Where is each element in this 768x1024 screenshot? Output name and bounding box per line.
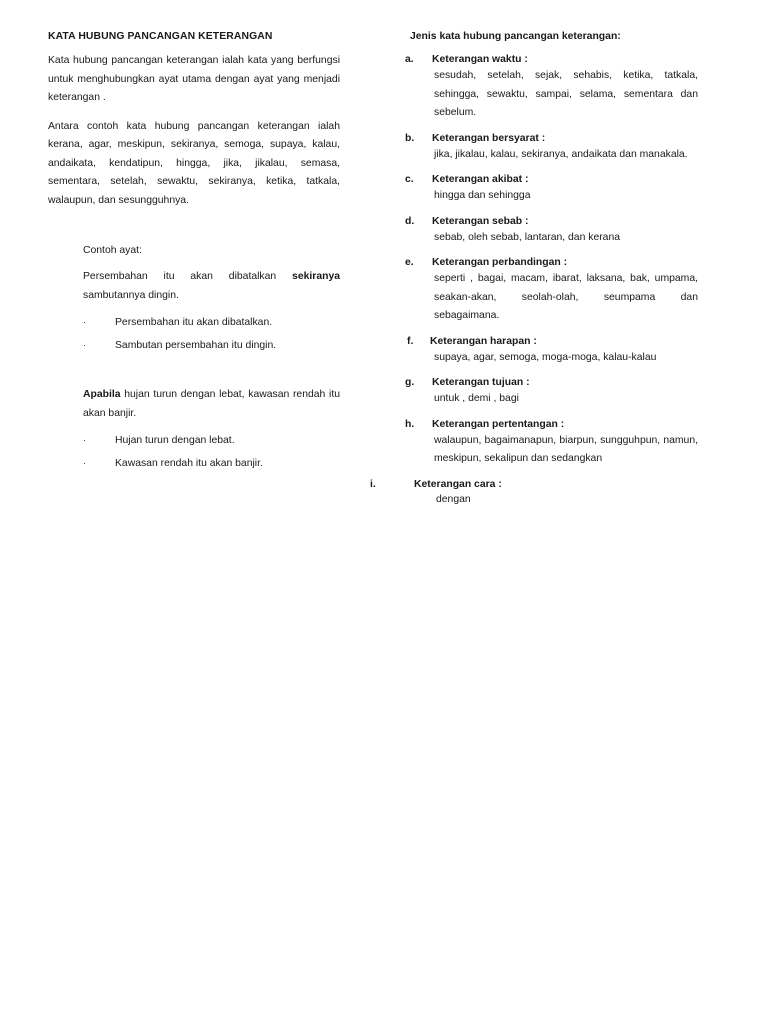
- item-letter: e.: [405, 257, 414, 268]
- item-words: sebab, oleh sebab, lantaran, dan kerana: [434, 231, 621, 243]
- item-words: untuk , demi , bagi: [434, 393, 519, 404]
- item-letter: i.: [370, 478, 376, 490]
- list-item-text: Sambutan persembahan itu dingin.: [115, 340, 277, 351]
- item-words: dengan: [436, 493, 471, 505]
- item-words: supaya, agar, semoga, moga-moga, kalau-kalau: [434, 351, 657, 363]
- type-item-harapan: [407, 335, 700, 368]
- examples-paragraph: Antara contoh kata hubung pancangan keterangan ialah kerana, agar, meskipun, sekiranya, semoga, supaya, kalau, andaikata, kendatipun, hingga, jika, jikalau, semasa, sementara, setelah, sewaktu, sekiranya, ketika, tatkala, walaupun, dan sesungguhnya.: [48, 120, 340, 206]
- item-letter: a.: [405, 54, 414, 65]
- item-words: sesudah, setelah, sejak, sehabis, ketika, tatkala, sehingga, sewaktu, sampai, selama, sementara dan sebelum.: [434, 70, 698, 118]
- item-letter: g.: [405, 377, 415, 388]
- item-heading: Keterangan pertentangan :: [432, 418, 565, 430]
- bullet-icon: ·: [83, 458, 86, 468]
- left-column: [48, 31, 340, 469]
- example-sentence-1-before: Persembahan itu akan dibatalkan: [83, 271, 293, 282]
- item-heading: Keterangan sebab :: [432, 215, 529, 227]
- list-item: [83, 317, 340, 328]
- item-letter: c.: [405, 174, 414, 185]
- item-words: walaupun, bagaimanapun, biarpun, sungguhpun, namun, meskipun, sekalipun dan sedangkan: [434, 434, 698, 464]
- type-item-bersyarat: [405, 132, 700, 165]
- types-heading: Jenis kata hubung pancangan keterangan:: [410, 31, 621, 42]
- example-label: Contoh ayat:: [83, 245, 142, 256]
- item-heading: Keterangan bersyarat :: [432, 132, 546, 144]
- item-heading: Keterangan harapan :: [430, 335, 537, 347]
- item-heading: Keterangan cara :: [414, 478, 502, 490]
- type-item-sebab: [405, 215, 700, 248]
- item-letter: d.: [405, 215, 415, 227]
- example-sentence-2-after: hujan turun dengan lebat, kawasan rendah itu akan banjir.: [83, 389, 340, 419]
- item-heading: Keterangan waktu :: [432, 54, 528, 65]
- item-letter: b.: [405, 132, 415, 144]
- list-item-text: Persembahan itu akan dibatalkan.: [115, 317, 273, 328]
- item-letter: f.: [407, 335, 414, 347]
- example-section: [83, 245, 340, 469]
- type-item-akibat: [405, 174, 700, 206]
- type-item-waktu: [405, 54, 700, 123]
- example-sentence-1-after: sambutannya dingin.: [83, 289, 179, 301]
- item-heading: Keterangan tujuan :: [432, 377, 530, 388]
- list-item-text: Kawasan rendah itu akan banjir.: [115, 458, 263, 469]
- list-item: [83, 458, 340, 469]
- item-heading: Keterangan perbandingan :: [432, 257, 568, 268]
- item-words: jika, jikalau, kalau, sekiranya, andaikata dan manakala.: [434, 148, 688, 160]
- right-column: [370, 31, 700, 505]
- item-heading: Keterangan akibat :: [432, 174, 529, 185]
- list-item: [83, 340, 340, 351]
- document-title: KATA HUBUNG PANCANGAN KETERANGAN: [48, 31, 273, 42]
- type-item-perbandingan: [405, 257, 700, 326]
- item-words: seperti , bagai, macam, ibarat, laksana, bak, umpama, seakan-akan, seolah-olah, seumpama dan sebagaimana.: [434, 273, 698, 321]
- example-sentence-2-conjunction: Apabila: [83, 389, 121, 400]
- item-words: hingga dan sehingga: [434, 190, 531, 201]
- bullet-icon: ·: [83, 435, 86, 445]
- example-sentence-1-conjunction: sekiranya: [292, 271, 340, 282]
- item-letter: h.: [405, 418, 415, 430]
- list-item: [83, 435, 340, 446]
- example-sentence-1: [83, 268, 340, 305]
- bullet-icon: ·: [83, 340, 86, 350]
- type-item-cara: [370, 479, 700, 505]
- type-item-pertentangan: [405, 418, 700, 469]
- definition-paragraph: Kata hubung pancangan keterangan ialah kata yang berfungsi untuk menghubungkan ayat utama dengan ayat yang menjadi keterangan .: [48, 55, 340, 103]
- list-item-text: Hujan turun dengan lebat.: [115, 435, 235, 446]
- example-sentence-2: [83, 386, 340, 423]
- bullet-icon: ·: [83, 317, 86, 327]
- type-item-tujuan: [405, 377, 700, 409]
